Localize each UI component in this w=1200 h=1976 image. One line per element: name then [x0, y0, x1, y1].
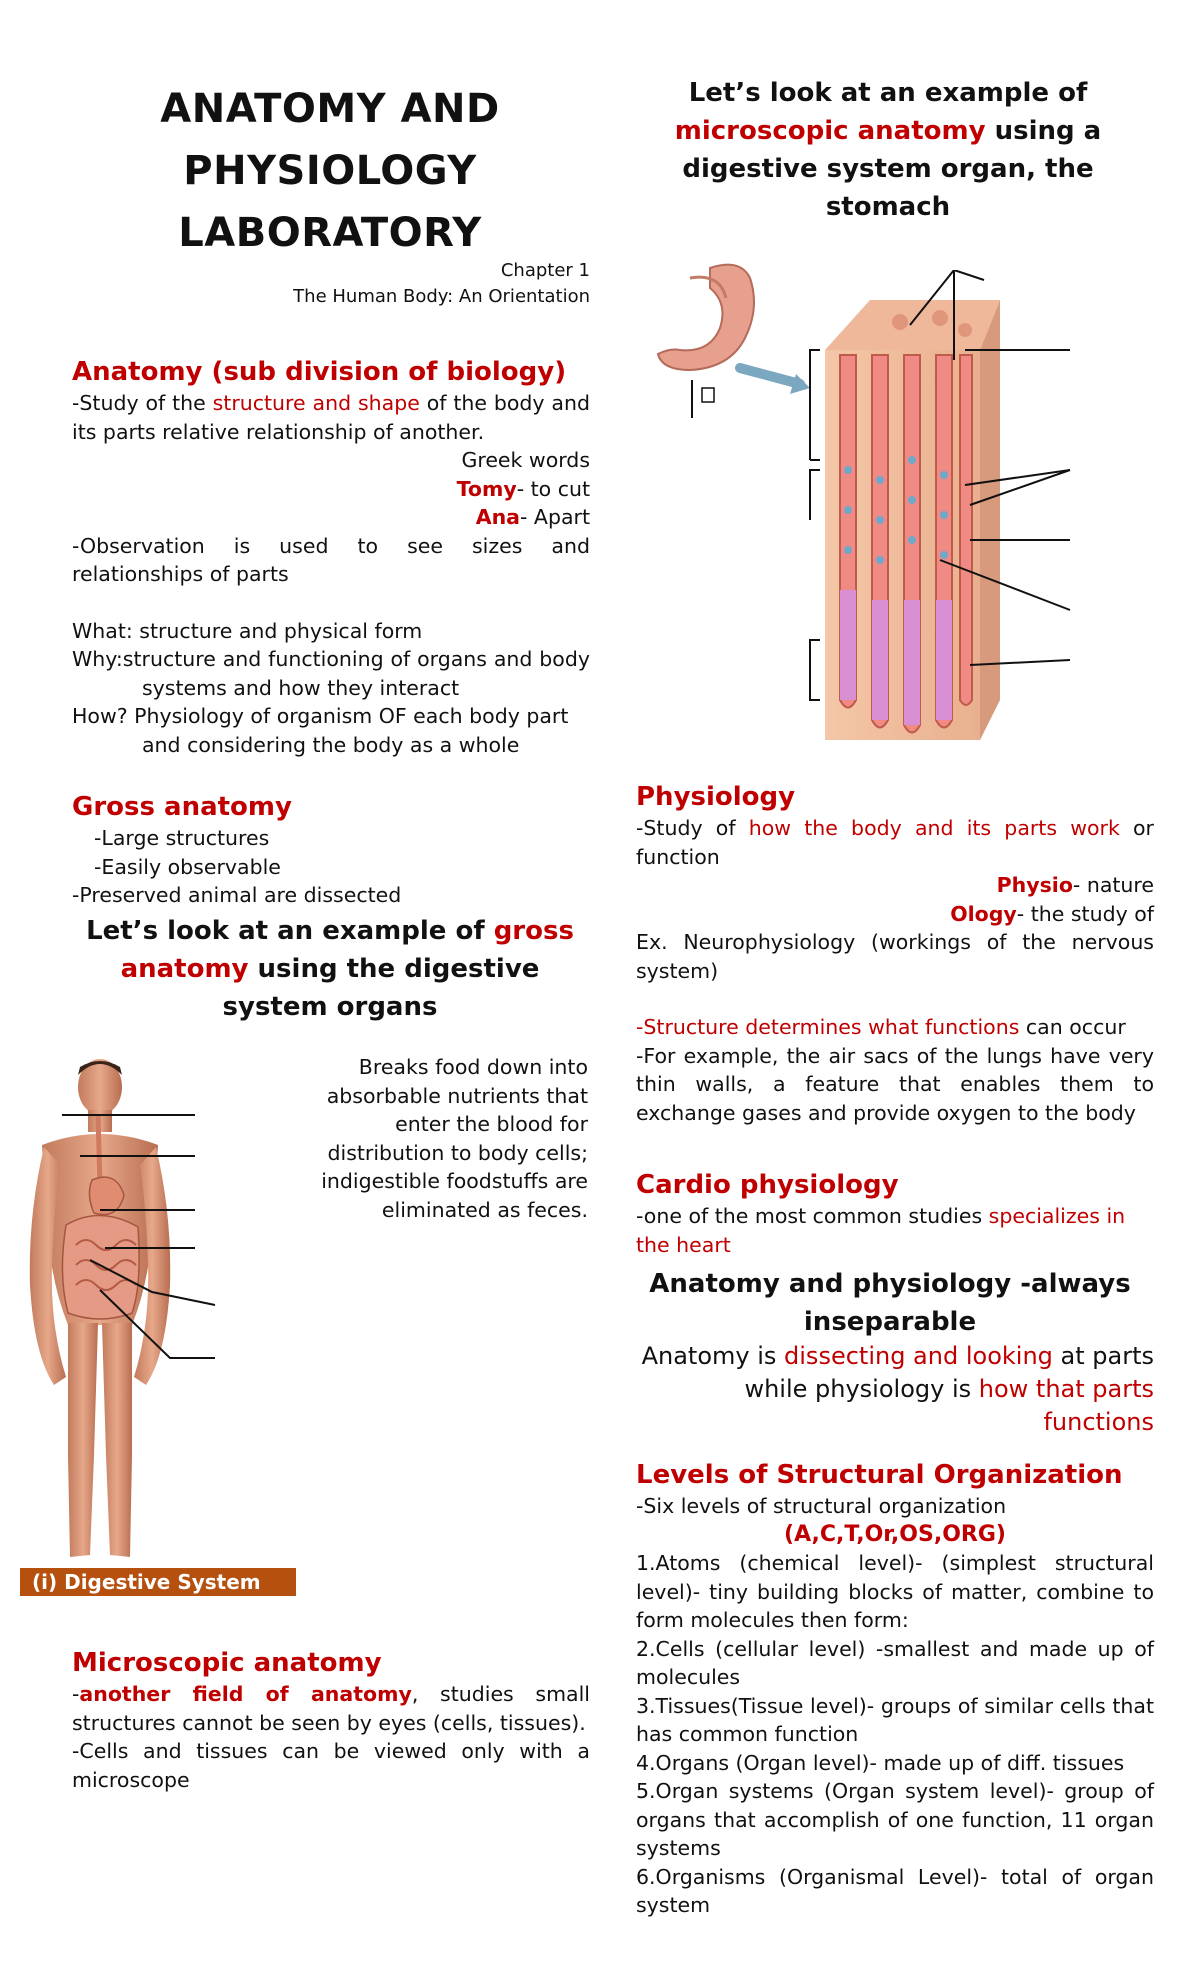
gross-item: -Easily observable	[94, 854, 281, 879]
lungs-example: -For example, the air sacs of the lungs have very thin walls, a feature that enables them to exchange gases and provide oxygen to the body	[636, 1043, 1154, 1125]
structure-function-text: -Structure determines what functions can occur	[636, 1015, 1126, 1039]
physio-definition: Physio- nature	[996, 873, 1154, 897]
why-text: Why:structure and functioning of organs and body systems and how they interact	[72, 647, 590, 700]
physiology-heading: Physiology	[636, 782, 796, 812]
level-item: 6.Organisms (Organismal Level)- total of organ system	[636, 1864, 1154, 1917]
gross-item: -Large structures	[94, 826, 270, 850]
microscope-note: -Cells and tissues can be viewed only with a microscope	[72, 1739, 590, 1792]
stomach-figure	[650, 258, 820, 418]
level-item: 3.Tissues(Tissue level)- groups of similar cells that has common function	[636, 1693, 1154, 1746]
chapter-info	[220, 258, 590, 310]
anatomy-heading: Anatomy (sub division of biology)	[72, 357, 567, 387]
chapter-number: Chapter 1	[500, 260, 590, 281]
level-item: 5.Organ systems (Organ system level)- group of organs that accomplish of one function, 11 organ systems	[636, 1779, 1154, 1860]
levels-mnemonic: (A,C,T,Or,OS,ORG)	[784, 1521, 1006, 1547]
levels-heading: Levels of Structural Organization	[636, 1460, 1123, 1490]
gross-example-heading: Let’s look at an example of gross anatomy using the digestive system organs	[86, 916, 574, 1022]
gross-anatomy-heading: Gross anatomy	[72, 792, 292, 822]
cardio-definition: -one of the most common studies specializes in the heart	[636, 1204, 1126, 1257]
inseparable-text: Anatomy is dissecting and looking at parts while physiology is how that parts functions	[641, 1342, 1154, 1436]
cardio-physiology-heading: Cardio physiology	[636, 1170, 899, 1200]
microscopic-anatomy-section	[72, 1646, 590, 1794]
physiology-definition: -Study of how the body and its parts work or function	[636, 816, 1154, 869]
digestive-caption: Breaks food down into absorbable nutrients that enter the blood for distribution to body cells; indigestible foodstuffs are eliminated as feces.	[321, 1055, 588, 1222]
stomach-wall-figure	[800, 270, 1085, 745]
chapter-subtitle: The Human Body: An Orientation	[293, 286, 590, 307]
page-title: ANATOMY AND PHYSIOLOGY LABORATORY	[160, 86, 500, 256]
gross-item: -Preserved animal are dissected	[72, 883, 402, 907]
levels-intro: -Six levels of structural organization	[636, 1494, 1007, 1518]
ology-definition: Ology- the study of	[950, 901, 1154, 926]
microscopic-definition: -another field of anatomy, studies small structures cannot be seen by eyes (cells, tissues).	[72, 1682, 590, 1735]
level-item: 1.Atoms (chemical level)- (simplest structural level)- tiny building blocks of matter, combine to form molecules then form:	[636, 1551, 1154, 1632]
levels-section	[636, 1458, 1154, 1920]
anatomy-section	[72, 355, 590, 759]
tomy-definition: Tomy- to cut	[456, 476, 590, 501]
ana-definition: Ana- Apart	[475, 505, 590, 529]
level-item: 2.Cells (cellular level) -smallest and made up of molecules	[636, 1636, 1154, 1689]
microscopic-anatomy-heading: Microscopic anatomy	[72, 1648, 382, 1678]
digestive-system-label: (i) Digestive System	[20, 1568, 296, 1596]
digestive-label-lines	[60, 1100, 230, 1370]
gross-anatomy-section	[72, 790, 590, 910]
anatomy-definition: -Study of the structure and shape of the body and its parts relative relationship of another.	[72, 391, 590, 444]
what-text: What: structure and physical form	[72, 618, 423, 643]
inseparable-heading: Anatomy and physiology -always inseparable	[649, 1269, 1131, 1337]
greek-words-label: Greek words	[461, 448, 590, 472]
cardio-physiology-section	[636, 1168, 1154, 1259]
level-item: 4.Organs (Organ level)- made up of diff. tissues	[636, 1750, 1125, 1775]
how-text: How? Physiology of organism OF each body part and considering the body as a whole	[72, 704, 569, 757]
microscopic-example-heading: Let’s look at an example of microscopic anatomy using a digestive system organ, the stomach	[674, 78, 1102, 222]
observation-text: -Observation is used to see sizes and relationships of parts	[72, 533, 590, 586]
physiology-example: Ex. Neurophysiology (workings of the nervous system)	[636, 930, 1154, 983]
physiology-section	[636, 780, 1154, 1127]
